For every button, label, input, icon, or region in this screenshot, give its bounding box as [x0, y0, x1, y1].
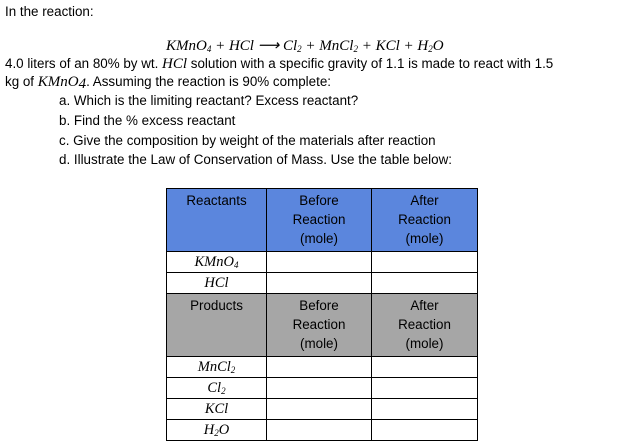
before-value-cell[interactable] — [267, 420, 372, 441]
product-name: $Cl_2$ — [167, 378, 267, 399]
after-value-cell[interactable] — [372, 252, 478, 273]
reaction-equation: KMnO$_4$ + HCl ⟶ $Cl_2$ + MnCl$_2$ + KCl + $H_2O$ — [166, 38, 444, 54]
reactant-name: KMnO$_4$ — [167, 252, 267, 273]
question-b: b. Find the % excess reactant — [59, 113, 236, 128]
products-header-row — [167, 294, 478, 357]
question-a: a. Which is the limiting reactant? Excess reactant? — [59, 93, 359, 108]
intro-text: In the reaction: — [5, 4, 94, 19]
after-reaction-header: After Reaction (mole) — [372, 189, 478, 252]
table-row — [167, 252, 478, 273]
question-d: d. Illustrate the Law of Conservation of Mass. Use the table below: — [59, 152, 452, 167]
product-name: KCl — [167, 399, 267, 420]
before-value-cell[interactable] — [267, 399, 372, 420]
before-value-cell[interactable] — [267, 273, 372, 294]
before-reaction-header: Before Reaction (mole) — [267, 294, 372, 357]
product-name: $H_2O$ — [167, 420, 267, 441]
reactant-name: HCl — [167, 273, 267, 294]
table-row — [167, 399, 478, 420]
before-value-cell[interactable] — [267, 357, 372, 378]
after-value-cell[interactable] — [372, 378, 478, 399]
table-row — [167, 420, 478, 441]
after-value-cell[interactable] — [372, 273, 478, 294]
after-value-cell[interactable] — [372, 399, 478, 420]
after-value-cell[interactable] — [372, 357, 478, 378]
table-row — [167, 357, 478, 378]
before-value-cell[interactable] — [267, 378, 372, 399]
after-reaction-header: After Reaction (mole) — [372, 294, 478, 357]
problem-line-2: kg of KMnO$_4$. Assuming the reaction is 90% complete: — [5, 74, 331, 92]
question-c: c. Give the composition by weight of the materials after reaction — [59, 133, 436, 148]
mole-balance-table — [166, 188, 478, 441]
products-header: Products — [167, 294, 267, 357]
reactants-header: Reactants — [167, 189, 267, 252]
reactants-header-row — [167, 189, 478, 252]
before-value-cell[interactable] — [267, 252, 372, 273]
after-value-cell[interactable] — [372, 420, 478, 441]
product-name: MnCl$_2$ — [167, 357, 267, 378]
table-row — [167, 378, 478, 399]
before-reaction-header: Before Reaction (mole) — [267, 189, 372, 252]
table-row — [167, 273, 478, 294]
problem-line-1: 4.0 liters of an 80% by wt. HCl solution with a specific gravity of 1.1 is made to react with 1.5 — [5, 56, 554, 72]
